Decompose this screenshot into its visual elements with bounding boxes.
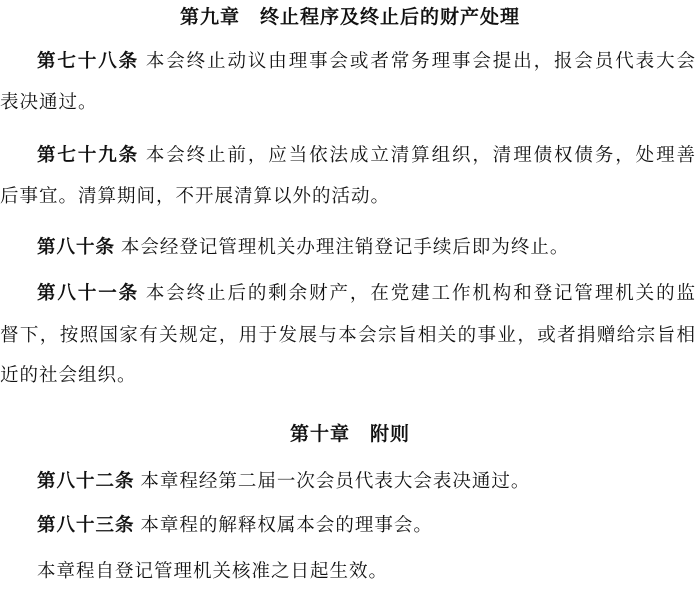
article-81-label: 第八十一条 [37,283,140,304]
chapter-9-number: 第九章 [179,6,240,28]
article-78-line-1 [0,47,700,77]
article-83-label: 第八十三条 [37,515,135,536]
article-82-text-1: 本章程经第二届一次会员代表大会表决通过。 [140,471,531,492]
closing-text: 本章程自登记管理机关核准之日起生效。 [37,561,389,582]
article-79-text-1: 本会终止前，应当依法成立清算组织，清理债权债务，处理善 [145,145,696,166]
chapter-9-heading [0,2,700,32]
chapter-10-number: 第十章 [289,423,350,445]
closing-statement [0,557,700,587]
article-82-line-1 [0,467,700,497]
article-80-label: 第八十条 [37,237,116,258]
article-78-text-1: 本会终止动议由理事会或者常务理事会提出，报会员代表大会 [145,51,696,72]
article-80-line-1 [0,233,700,263]
article-81-text-1: 本会终止后的剩余财产，在党建工作机构和登记管理机关的监 [145,283,696,304]
article-78-text-2: 表决通过。 [0,92,98,113]
article-81-line-1 [0,279,700,309]
article-80-text-1: 本会经登记管理机关办理注销登记手续后即为终止。 [120,237,570,258]
article-79-line-1 [0,141,700,171]
chapter-10-heading [0,419,700,449]
article-78-label: 第七十八条 [37,51,140,72]
article-81-text-3: 近的社会组织。 [0,365,137,386]
article-79-label: 第七十九条 [37,145,140,166]
article-82-label: 第八十二条 [37,471,135,492]
article-83-text-1: 本章程的解释权属本会的理事会。 [140,515,433,536]
chapter-9-title: 终止程序及终止后的财产处理 [260,6,521,28]
article-79-text-2: 后事宜。清算期间，不开展清算以外的活动。 [0,186,391,207]
article-79-line-2 [0,182,700,212]
article-78-line-2 [0,88,700,118]
article-81-text-2: 督下，按照国家有关规定，用于发展与本会宗旨相关的事业，或者捐赠给宗旨相 [0,325,696,346]
article-83-line-1 [0,511,700,541]
article-81-line-2 [0,321,700,351]
article-81-line-3 [0,361,700,391]
chapter-10-title: 附则 [370,423,411,445]
